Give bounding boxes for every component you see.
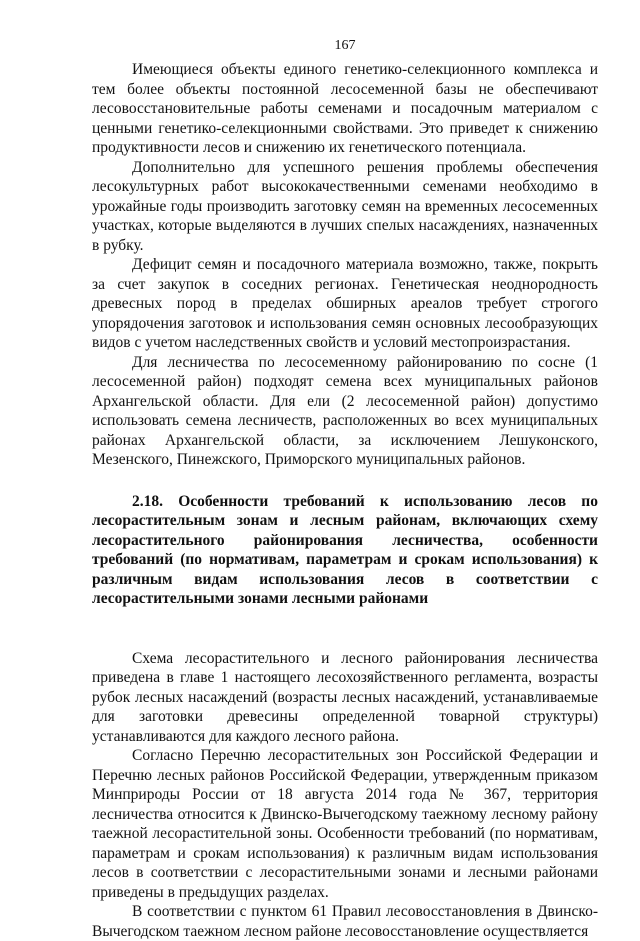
- section-heading: 2.18. Особенности требований к использованию лесов по лесорастительным зонам и лесным районам, включающих схему лесорастительного районирования лесничества, особенности требований (по нормативам, параметрам и срокам использования) к различным видам использования лесов в соответствии с лесорастительными зонами лесными районами: [92, 492, 598, 607]
- paragraph: Имеющиеся объекты единого генетико-селекционного комплекса и тем более объекты постоянной лесосеменной базы не обеспечивают лесовосстановительные работы семенами и посадочным материалом с ценными генетико-селекционными свойствами. Это приведет к снижению продуктивности лесов и снижению их генетического потенциала.: [92, 61, 598, 156]
- paragraph: Дефицит семян и посадочного материала возможно, также, покрыть за счет закупок в соседних регионах. Генетическая неоднородность древесных пород в пределах обширных ареалов требует строгого упорядочения заготовок и использования семян основных лесообразующих видов с учетом наследственных свойств и условий местопроизрастания.: [92, 256, 598, 351]
- paragraph: Дополнительно для успешного решения проблемы обеспечения лесокультурных работ высококачественными семенами необходимо в урожайные годы производить заготовку семян на временных лесосеменных участках, которые выделяются в лучших спелых насаждениях, назначенных в рубку.: [92, 158, 598, 254]
- paragraph: Для лесничества по лесосеменному районированию по сосне (1 лесосеменной район) подходят семена всех муниципальных районов Архангельской области. Для ели (2 лесосеменной район) допустимо использовать семена лесничеств, расположенных во всех муниципальных районах Архангельской области, за исключением Лешуконского, Мезенского, Пинежского, Приморского муниципальных районов.: [92, 353, 598, 468]
- spacer: [92, 470, 598, 492]
- paragraph: В соответствии с пунктом 61 Правил лесовосстановления в Двинско-Вычегодском таежном лесном районе лесовосстановление осуществляется: [92, 903, 598, 940]
- paragraph: Схема лесорастительного и лесного районирования лесничества приведена в главе 1 настоящего лесохозяйственного регламента, возрасты рубок лесных насаждений (возрасты лесных насаждений, устанавливаемые для заготовки древесины определенной товарной структуры) устанавливаются для каждого лесного района.: [92, 649, 598, 745]
- paragraph: Согласно Перечню лесорастительных зон Российской Федерации и Перечню лесных районов Российской Федерации, утвержденным приказом Минприроды России от 18 августа 2014 года № 367, территория лесничества относится к Двинско-Вычегодскому таежному лесному району таежной лесорастительной зоны. Особенности требований (по нормативам, параметрам и срокам использования) к различным видам использования лесов в соответствии с лесорастительными зонами и лесными районами приведены в предыдущих разделах.: [92, 747, 598, 901]
- spacer: [92, 609, 598, 649]
- document-body: [92, 60, 598, 941]
- page-number: 167: [334, 38, 356, 53]
